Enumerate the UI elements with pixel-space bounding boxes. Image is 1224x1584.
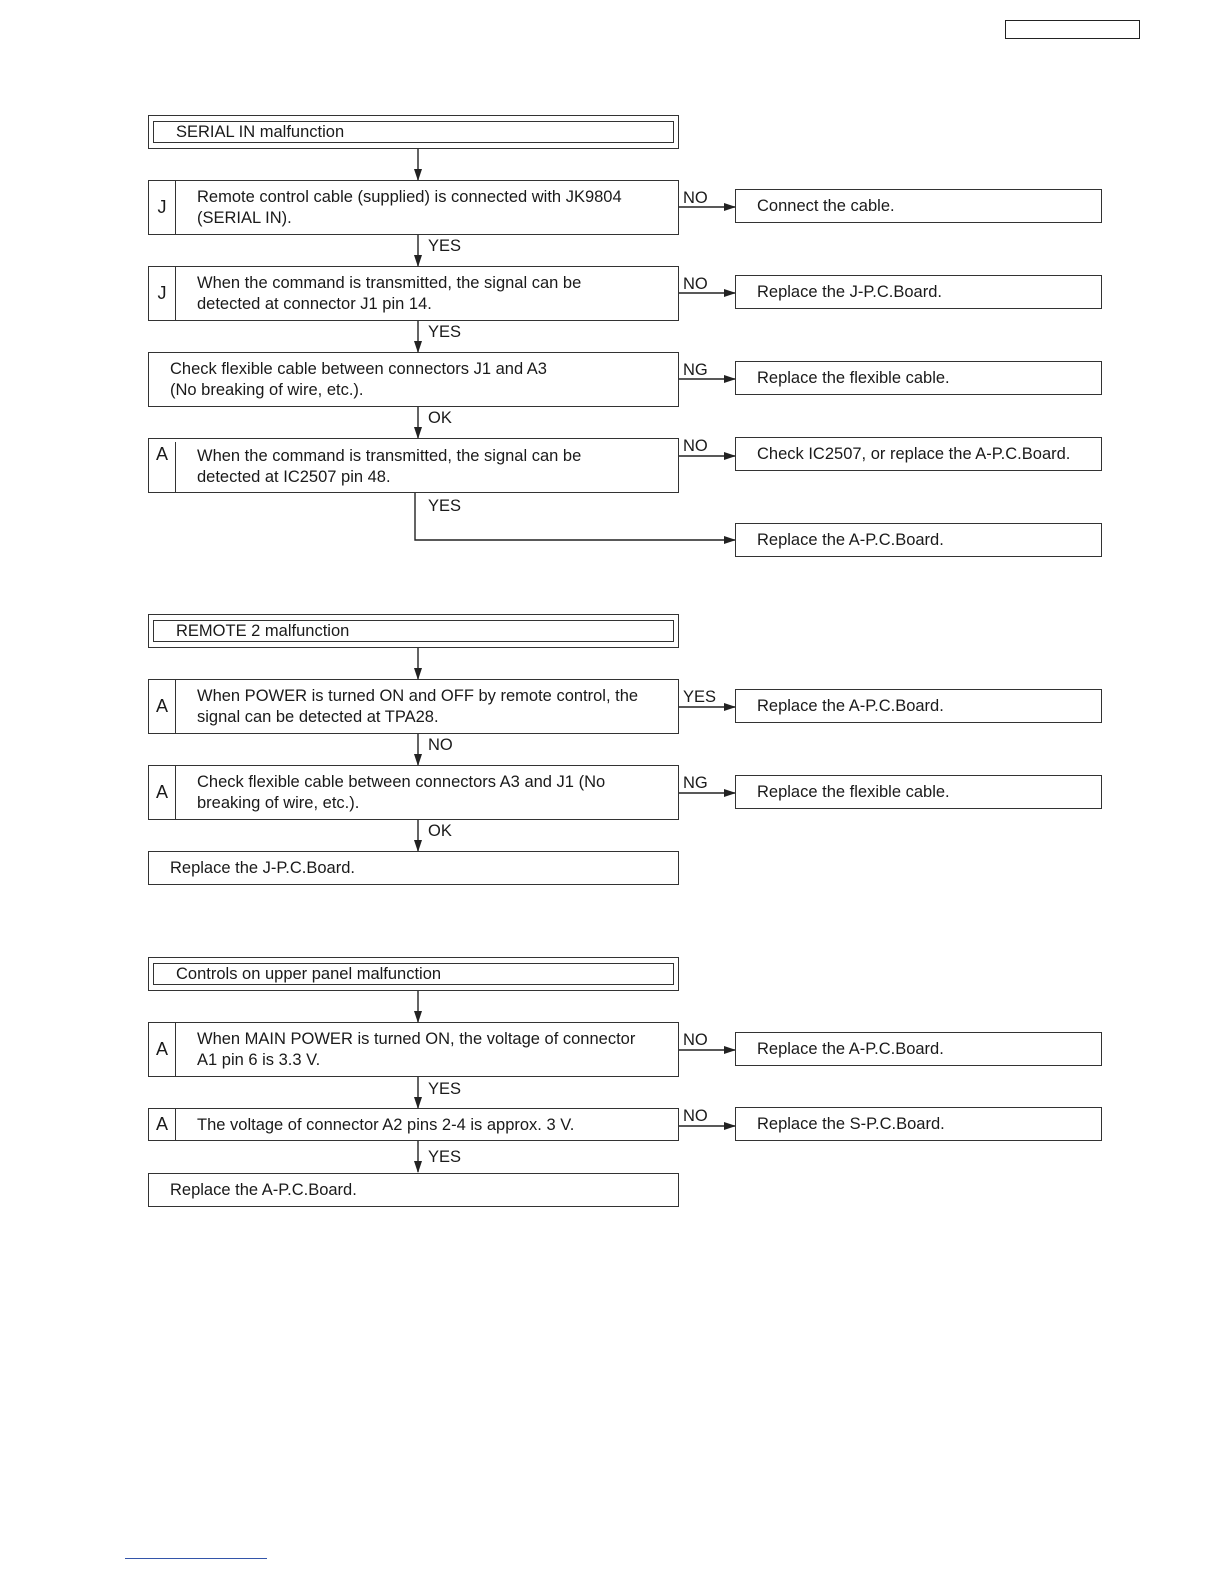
section-3-title: Controls on upper panel malfunction	[153, 963, 674, 985]
s2-final-action: Replace the J-P.C.Board.	[170, 859, 355, 877]
s1-step3-action-box	[735, 361, 1102, 395]
s1-step2-down-label: YES	[428, 323, 462, 341]
s1-step2-action: Replace the J-P.C.Board.	[757, 283, 942, 301]
section-1-title-frame	[148, 115, 679, 149]
s3-step1-box	[148, 1022, 679, 1077]
s3-final-action: Replace the A-P.C.Board.	[170, 1181, 357, 1199]
s3-step2-down-label: YES	[428, 1148, 462, 1166]
s1-step1-down-label: YES	[428, 237, 462, 255]
s3-step2-board-tag: A	[149, 1109, 176, 1140]
s2-step2-action: Replace the flexible cable.	[757, 783, 950, 801]
s3-step1-action: Replace the A-P.C.Board.	[757, 1040, 944, 1058]
s2-step1-text-line2: signal can be detected at TPA28.	[197, 708, 439, 726]
section-2-title-frame	[148, 614, 679, 648]
s1-step2-side-label: NO	[683, 275, 708, 293]
s1-step3-box	[148, 352, 679, 407]
s2-step2-board-tag: A	[149, 766, 176, 819]
s3-step2-action-box	[735, 1107, 1102, 1141]
section-3-title-frame	[148, 957, 679, 991]
s1-step1-box	[148, 180, 679, 235]
s2-step1-board-tag: A	[149, 680, 176, 733]
s3-step2-box	[148, 1108, 679, 1141]
s1-step4-text-line1: When the command is transmitted, the signal can be	[197, 447, 582, 465]
s1-step3-down-label: OK	[428, 409, 452, 427]
s1-step4-action-box	[735, 437, 1102, 471]
s1-step4-side-label: NO	[683, 437, 708, 455]
section-2-title: REMOTE 2 malfunction	[153, 620, 674, 642]
s2-step1-action-box	[735, 689, 1102, 723]
s3-step2-text-line1: The voltage of connector A2 pins 2-4 is approx. 3 V.	[197, 1116, 575, 1134]
s3-step2-side-label: NO	[683, 1107, 708, 1125]
s1-step3-action: Replace the flexible cable.	[757, 369, 950, 387]
s2-step1-box	[148, 679, 679, 734]
s1-step4-box	[148, 438, 679, 493]
s3-step1-board-tag: A	[149, 1023, 176, 1076]
footer-rule	[125, 1558, 267, 1559]
s3-step1-side-label: NO	[683, 1031, 708, 1049]
s1-step4-action: Check IC2507, or replace the A-P.C.Board.	[757, 445, 1071, 463]
s2-step2-action-box	[735, 775, 1102, 809]
s2-step2-box	[148, 765, 679, 820]
s2-step1-down-label: NO	[428, 736, 453, 754]
section-1-title: SERIAL IN malfunction	[153, 121, 674, 143]
s2-step2-down-label: OK	[428, 822, 452, 840]
s1-step2-action-box	[735, 275, 1102, 309]
s3-final-action-box	[148, 1173, 679, 1207]
s3-step1-text-line1: When MAIN POWER is turned ON, the voltage of connector	[197, 1030, 636, 1048]
s1-step4-text-line2: detected at IC2507 pin 48.	[197, 468, 391, 486]
s1-step4-board-tag: A	[149, 442, 176, 492]
s1-step2-text-line1: When the command is transmitted, the signal can be	[197, 274, 582, 292]
s2-step2-text-line1: Check flexible cable between connectors A3 and J1 (No	[197, 773, 606, 791]
s1-step1-action: Connect the cable.	[757, 197, 895, 215]
s1-final-action-box	[735, 523, 1102, 557]
s1-step1-side-label: NO	[683, 189, 708, 207]
s1-step1-text-line1: Remote control cable (supplied) is connected with JK9804	[197, 188, 622, 206]
s3-step1-text-line2: A1 pin 6 is 3.3 V.	[197, 1051, 321, 1069]
s1-step3-text-line2: (No breaking of wire, etc.).	[170, 381, 364, 399]
arrow-s1-step4-down	[415, 493, 735, 540]
s2-step1-text-line1: When POWER is turned ON and OFF by remote control, the	[197, 687, 639, 705]
s2-step2-side-label: NG	[683, 774, 708, 792]
s3-step1-down-label: YES	[428, 1080, 462, 1098]
s1-final-action: Replace the A-P.C.Board.	[757, 531, 944, 549]
s2-final-action-box	[148, 851, 679, 885]
s1-step4-down-label: YES	[428, 497, 462, 515]
s2-step1-side-label: YES	[683, 688, 717, 706]
s1-step1-board-tag: J	[149, 181, 176, 234]
s1-step3-text-line1: Check flexible cable between connectors J1 and A3	[170, 360, 547, 378]
s2-step1-action: Replace the A-P.C.Board.	[757, 697, 944, 715]
s2-step2-text-line2: breaking of wire, etc.).	[197, 794, 360, 812]
s1-step1-action-box	[735, 189, 1102, 223]
s1-step1-text-line2: (SERIAL IN).	[197, 209, 292, 227]
s1-step2-box	[148, 266, 679, 321]
s1-step2-board-tag: J	[149, 267, 176, 320]
s1-step3-side-label: NG	[683, 361, 708, 379]
s3-step1-action-box	[735, 1032, 1102, 1066]
s3-step2-action: Replace the S-P.C.Board.	[757, 1115, 945, 1133]
s1-step2-text-line2: detected at connector J1 pin 14.	[197, 295, 432, 313]
